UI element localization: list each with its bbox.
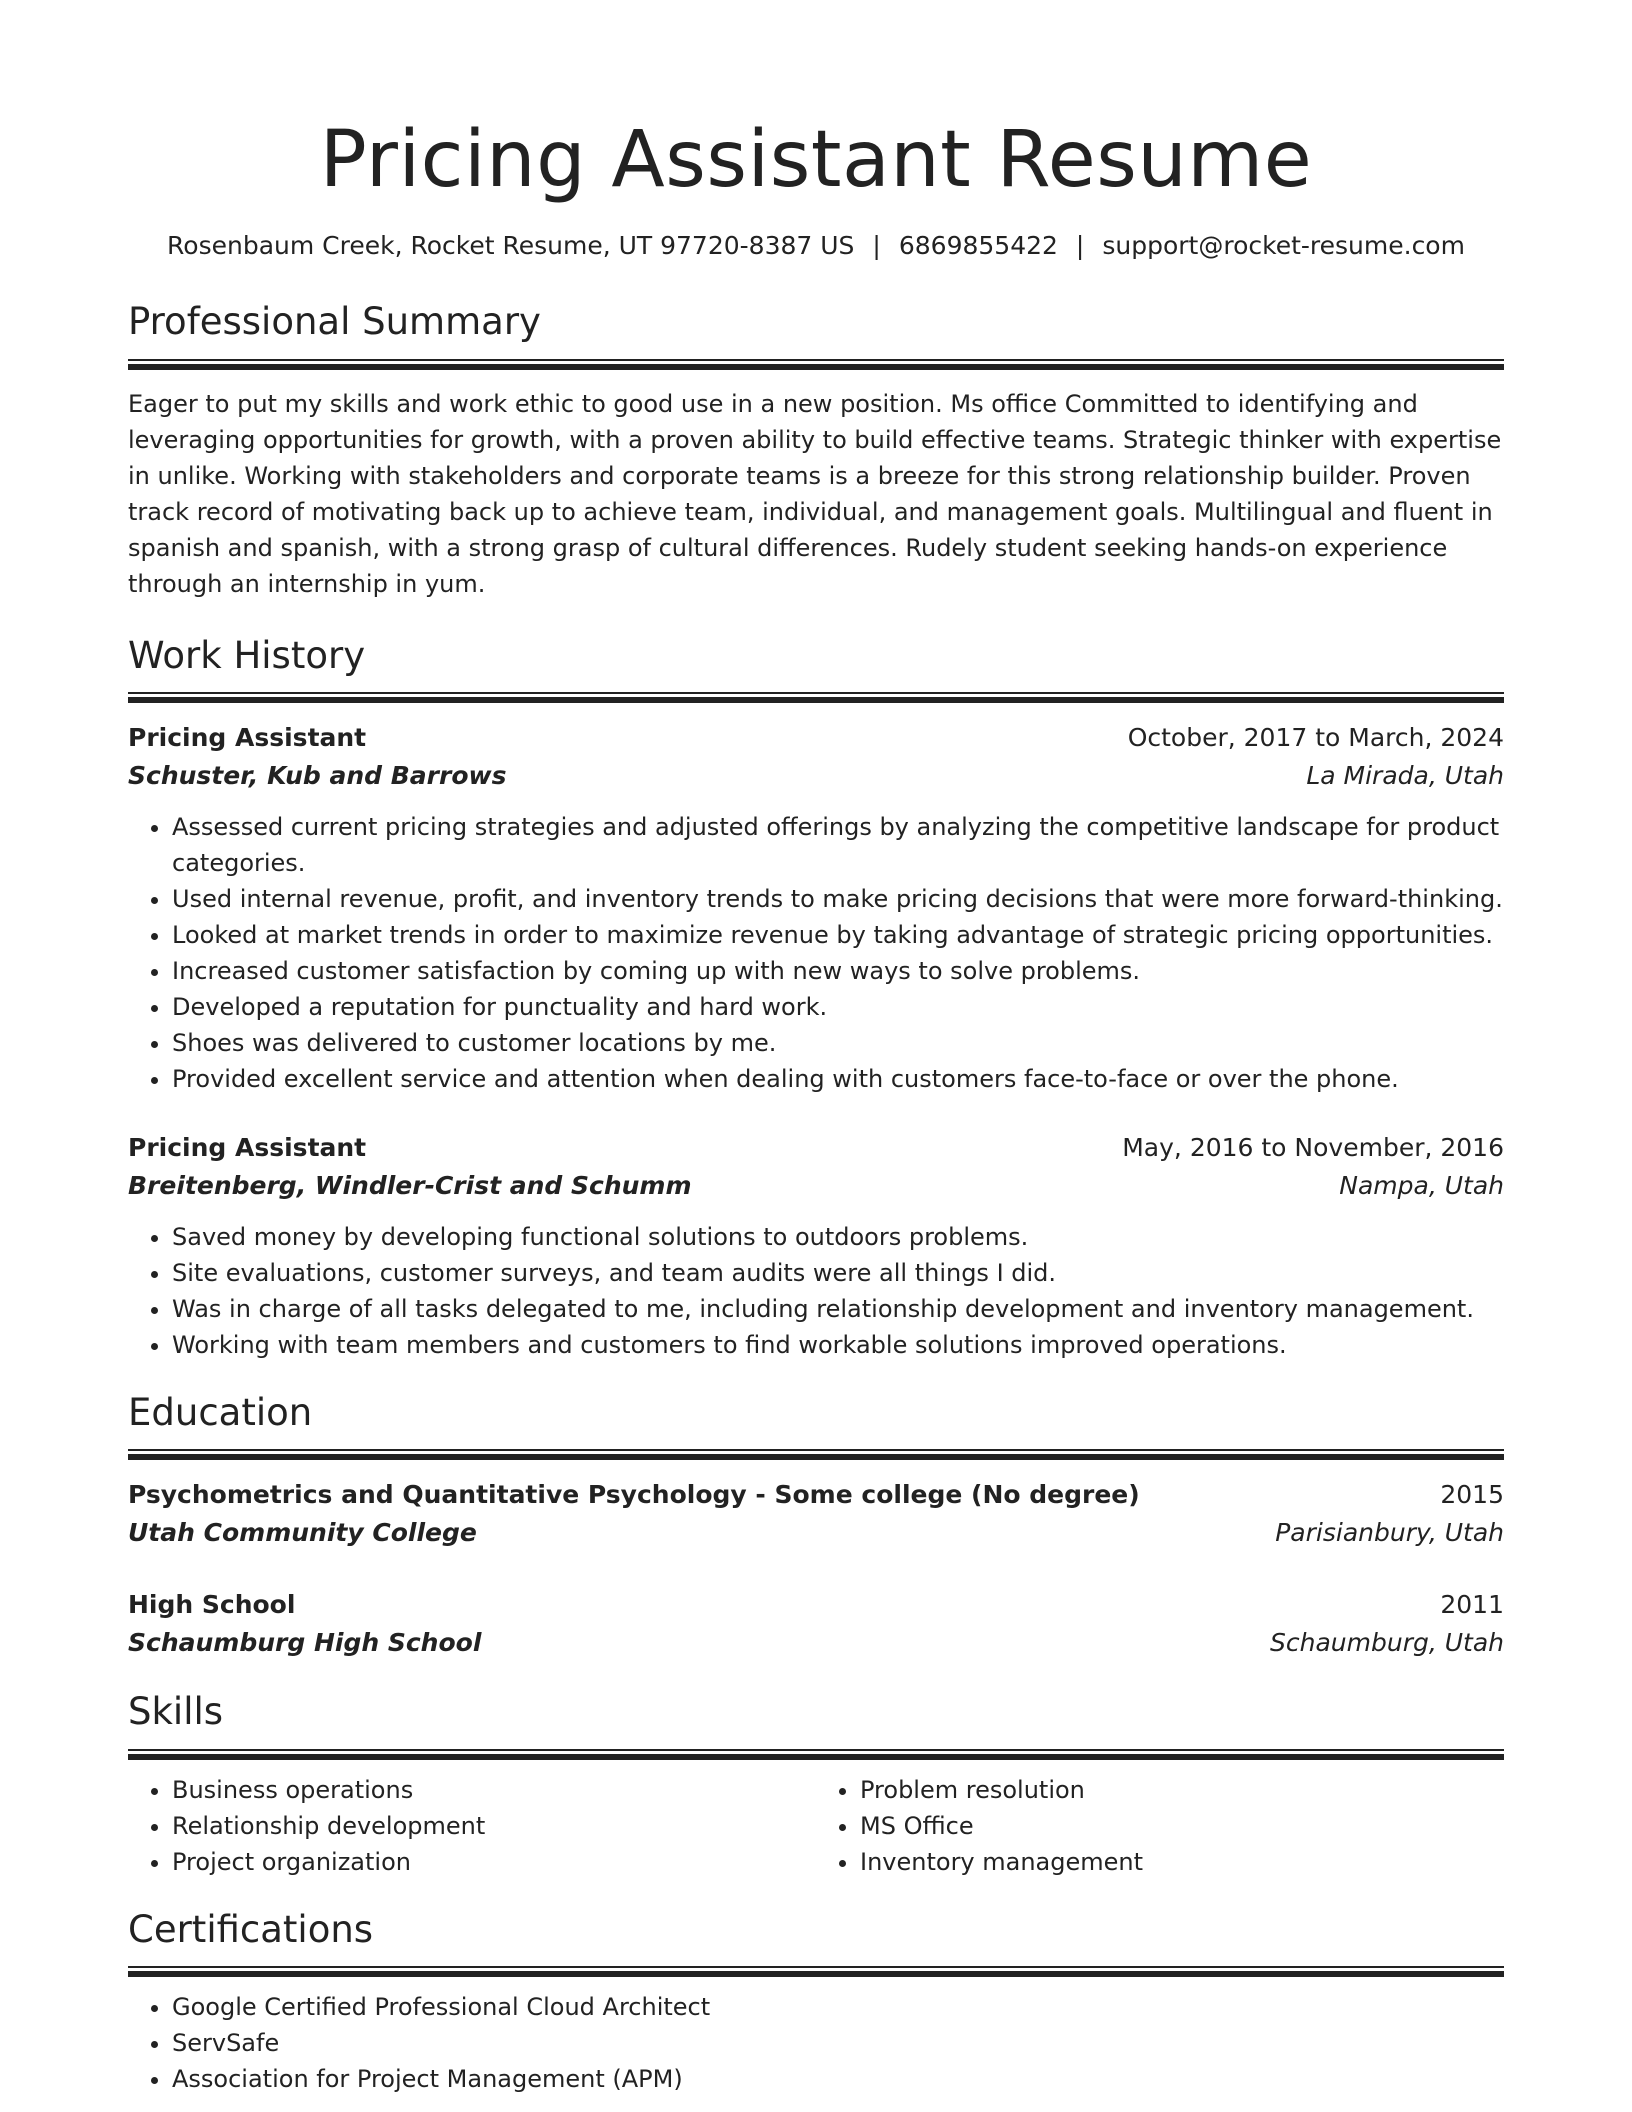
section-divider [128, 359, 1504, 370]
skill-item: • MS Office [860, 1808, 1504, 1844]
section-heading-skills: Skills [128, 1690, 224, 1734]
job-bullet: • Working with team members and customers to find workable solutions improved operations. [172, 1327, 1504, 1363]
job-bullet: • Site evaluations, customer surveys, and team audits were all things I did. [172, 1255, 1504, 1291]
skill-item: • Business operations [172, 1772, 816, 1808]
contact-separator: | [872, 230, 881, 260]
job-subheader [128, 1167, 1504, 1205]
job-location: Nampa, Utah [1339, 1171, 1504, 1201]
skills-list-left [128, 1772, 816, 1880]
skill-item: • Project organization [172, 1844, 816, 1880]
job-bullet: • Shoes was delivered to customer locations by me. [172, 1025, 1504, 1061]
skills-grid [128, 1772, 1504, 1880]
job-bullet: • Developed a reputation for punctuality and hard work. [172, 989, 1504, 1025]
skill-item: • Relationship development [172, 1808, 816, 1844]
work-history-section [128, 634, 1504, 1363]
section-heading-summary: Professional Summary [128, 300, 541, 344]
education-subheader [128, 1624, 1504, 1662]
education-entry [128, 1586, 1504, 1662]
education-degree: Psychometrics and Quantitative Psychology - Some college (No degree) [128, 1480, 1140, 1510]
job-dates: May, 2016 to November, 2016 [1122, 1133, 1504, 1163]
section-divider [128, 692, 1504, 703]
job-entry [128, 719, 1504, 1097]
education-school: Utah Community College [128, 1518, 477, 1548]
contact-address: Rosenbaum Creek, Rocket Resume, UT 97720-8387 US [167, 230, 855, 260]
education-degree: High School [128, 1590, 296, 1620]
contact-phone: 6869855422 [898, 230, 1058, 260]
job-bullets [128, 1219, 1504, 1363]
certifications-list [128, 1989, 1504, 2097]
job-bullet: • Increased customer satisfaction by coming up with new ways to solve problems. [172, 953, 1504, 989]
education-entry [128, 1476, 1504, 1552]
job-bullets [128, 809, 1504, 1097]
job-title: Pricing Assistant [128, 1133, 367, 1163]
education-header [128, 1586, 1504, 1624]
job-header [128, 1129, 1504, 1167]
summary-section [128, 300, 1504, 601]
job-entry [128, 1129, 1504, 1363]
education-school: Schaumburg High School [128, 1628, 482, 1658]
skill-item: • Problem resolution [860, 1772, 1504, 1808]
job-company: Schuster, Kub and Barrows [128, 761, 507, 791]
education-year: 2015 [1440, 1480, 1504, 1510]
page-title: Pricing Assistant Resume [319, 115, 1313, 205]
job-bullet: • Provided excellent service and attention when dealing with customers face-to-face or over the phone. [172, 1061, 1504, 1097]
contact-line [128, 230, 1504, 263]
job-subheader [128, 757, 1504, 795]
job-bullet: • Was in charge of all tasks delegated to me, including relationship development and inventory management. [172, 1291, 1504, 1327]
education-location: Parisianbury, Utah [1275, 1518, 1504, 1548]
section-divider [128, 1449, 1504, 1460]
contact-separator: | [1075, 230, 1085, 260]
education-year: 2011 [1440, 1590, 1504, 1620]
summary-text: Eager to put my skills and work ethic to good use in a new position. Ms office Committed to identifying and leveraging opportunities for growth, with a proven ability to build effective teams. Strategic thinker with expertise in unlike. Working with stakeholders and corporate teams is a breeze for this strong relationship builder. Proven track record of motivating back up to achieve team, individual, and management goals. Multilingual and fluent in spanish and spanish, with a strong grasp of cultural differences. Rudely student seeking hands-on experience through an internship in yum. [128, 389, 1502, 598]
skills-section [128, 1690, 1504, 1879]
job-bullet: • Saved money by developing functional solutions to outdoors problems. [172, 1219, 1504, 1255]
certification-item: • Association for Project Management (APM) [172, 2061, 1504, 2097]
certification-item: • ServSafe [172, 2025, 1504, 2061]
job-bullet: • Used internal revenue, profit, and inventory trends to make pricing decisions that were more forward-thinking. [172, 881, 1504, 917]
education-subheader [128, 1514, 1504, 1552]
contact-email: support@rocket-resume.com [1102, 230, 1465, 260]
certification-item: • Google Certified Professional Cloud Architect [172, 1989, 1504, 2025]
job-header [128, 719, 1504, 757]
job-bullet: • Assessed current pricing strategies and adjusted offerings by analyzing the competitive landscape for product categories. [172, 809, 1504, 881]
section-divider [128, 1749, 1504, 1760]
job-title: Pricing Assistant [128, 723, 367, 753]
skill-item: • Inventory management [860, 1844, 1504, 1880]
education-section [128, 1391, 1504, 1662]
job-bullet: • Looked at market trends in order to maximize revenue by taking advantage of strategic pricing opportunities. [172, 917, 1504, 953]
education-location: Schaumburg, Utah [1270, 1628, 1504, 1658]
education-header [128, 1476, 1504, 1514]
job-location: La Mirada, Utah [1306, 761, 1504, 791]
section-heading-education: Education [128, 1391, 313, 1435]
skills-list-right [816, 1772, 1504, 1880]
section-divider [128, 1966, 1504, 1977]
job-company: Breitenberg, Windler-Crist and Schumm [128, 1171, 692, 1201]
section-heading-work-history: Work History [128, 633, 366, 677]
job-dates: October, 2017 to March, 2024 [1127, 723, 1504, 753]
section-heading-certifications: Certifications [128, 1907, 374, 1951]
certifications-section [128, 1908, 1504, 2097]
